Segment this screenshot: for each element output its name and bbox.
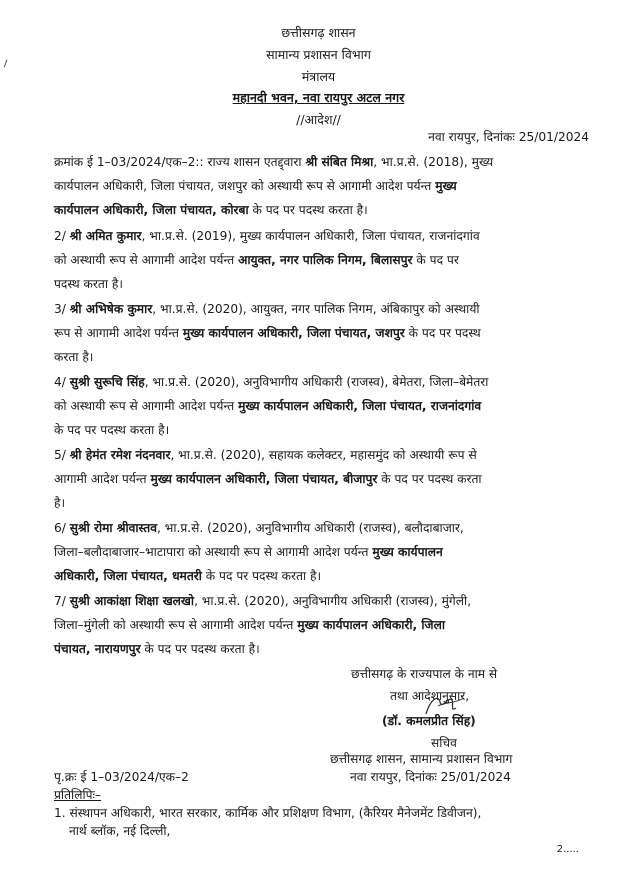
para4-line1: 4/ सुश्री सुरूचि सिंह, भा.प्र.से. (2020), अनुविभागीय अधिकारी (राजस्व), बेमेतरा, जिला–बेमेतरा <box>54 375 489 389</box>
para3-line2: रूप से आगामी आदेश पर्यन्त मुख्य कार्यपालन अधिकारी, जिला पंचायत, जशपुर के पद पर पदस्थ <box>54 326 481 340</box>
order-place-date: नवा रायपुर, दिनांकः 25/01/2024 <box>428 130 589 144</box>
para2-line1: 2/ श्री अमित कुमार, भा.प्र.से. (2019), मुख्य कार्यपालन अधिकारी, जिला पंचायत, राजनांदगांव <box>54 229 480 243</box>
signature-line2: तथा आदेशानुसार, <box>390 689 470 703</box>
para2-line3: पदस्थ करता है। <box>54 277 123 291</box>
para1-line3: कार्यपालन अधिकारी, जिला पंचायत, कोरबा के पद पर पदस्थ करता है। <box>54 203 368 217</box>
para5-line2: आगामी आदेश पर्यन्त मुख्य कार्यपालन अधिकारी, जिला पंचायत, बीजापुर के पद पर पदस्थ करता <box>54 472 482 486</box>
para6-line2: जिला–बलौदाबाजार–भाटापारा को अस्थायी रूप से आगामी आदेश पर्यन्त मुख्य कार्यपालन <box>54 545 443 559</box>
endorsement-reference: पृ.क्रः ई 1–03/2024/एक–2 <box>54 770 189 784</box>
para7-line2: जिला–मुंगेली को अस्थायी रूप से आगामी आदेश पर्यन्त मुख्य कार्यपालन अधिकारी, जिला <box>54 618 446 632</box>
para7-line1: 7/ सुश्री आकांक्षा शिक्षा खलखो, भा.प्र.से. (2020), अनुविभागीय अधिकारी (राजस्व), मुंगेली, <box>54 594 472 608</box>
para6-line1: 6/ सुश्री रोमा श्रीवास्तव, भा.प्र.से. (2020), अनुविभागीय अधिकारी (राजस्व), बलौदाबाजार, <box>54 521 464 535</box>
header-address: महानदी भवन, नवा रायपुर अटल नगर <box>232 90 405 105</box>
para7-line3: पंचायत, नारायणपुर के पद पर पदस्थ करता है। <box>54 642 260 656</box>
para6-line3: अधिकारी, जिला पंचायत, धमतरी के पद पर पदस्थ करता है। <box>54 569 322 583</box>
copy-label: प्रतिलिपिः– <box>54 788 102 802</box>
para1-line2: कार्यपालन अधिकारी, जिला पंचायत, जशपुर को अस्थायी रूप से आगामी आदेश पर्यन्त मुख्य <box>54 179 457 193</box>
para1-line1: क्रमांक ई 1–03/2024/एक–2:: राज्य शासन एतद्द्वारा श्री संबित मिश्रा, भा.प्र.से. (2018), मुख्य <box>54 155 494 169</box>
para3-line1: 3/ श्री अभिषेक कुमार, भा.प्र.से. (2020), आयुक्त, नगर पालिक निगम, अंबिकापुर को अस्थायी <box>54 302 480 316</box>
signature-line1: छत्तीसगढ़ के राज्यपाल के नाम से <box>351 667 498 681</box>
copy-item-1-line2: नार्थ ब्लॉक, नई दिल्ली, <box>69 824 171 838</box>
para5-line1: 5/ श्री हेमंत रमेश नंदनवार, भा.प्र.से. (2020), सहायक कलेक्टर, महासमुंद को अस्थायी रूप से <box>54 448 477 462</box>
copy-item-1-line1: 1. संस्थापन अधिकारी, भारत सरकार, कार्मिक और प्रशिक्षण विभाग, (कैरियर मैनेजमेंट डिवीजन), <box>54 806 482 820</box>
signature-place-date: नवा रायपुर, दिनांकः 25/01/2024 <box>350 770 511 784</box>
para5-line3: है। <box>54 496 66 510</box>
signatory-designation: सचिव <box>431 736 457 750</box>
order-title: //आदेश// <box>296 112 341 127</box>
header-secretariat: मंत्रालय <box>301 69 336 84</box>
header-state: छत्तीसगढ़ शासन <box>281 25 356 40</box>
page-number: 2..... <box>556 844 579 855</box>
header-department: सामान्य प्रशासन विभाग <box>266 47 371 62</box>
para4-line2: को अस्थायी रूप से आगामी आदेश पर्यन्त मुख्य कार्यपालन अधिकारी, जिला पंचायत, राजनांदगांव <box>54 399 482 413</box>
para3-line3: करता है। <box>54 350 94 364</box>
signatory-department: छत्तीसगढ़ शासन, सामान्य प्रशासन विभाग <box>330 752 513 766</box>
para4-line3: के पद पर पदस्थ करता है। <box>54 423 170 437</box>
signatory-name: (डॉ. कमलप्रीत सिंह) <box>382 714 476 728</box>
para2-line2: को अस्थायी रूप से आगामी आदेश पर्यन्त आयुक्त, नगर पालिक निगम, बिलासपुर के पद पर <box>54 253 459 267</box>
